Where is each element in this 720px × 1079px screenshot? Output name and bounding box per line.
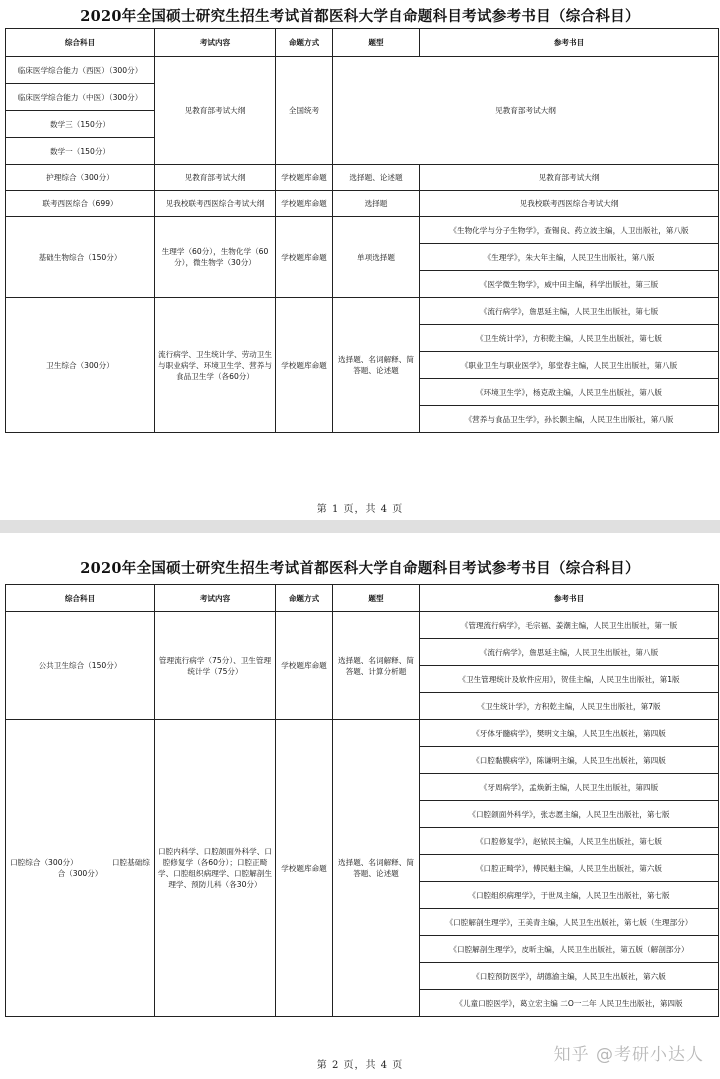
ref-cell: 《卫生管理统计及软件应用》，贺佳主编，人民卫生出版社，第1版 [420,666,719,693]
page-title: 2020年全国硕士研究生招生考试首都医科大学自命题科目考试参考书目（综合科目） [80,8,640,25]
content-cell: 见我校联考西医综合考试大纲 [155,191,276,217]
method-cell: 学校题库命题 [276,720,333,1017]
subject-cell: 临床医学综合能力（西医）（300分） [6,57,155,84]
subject-cell: 基础生物综合（150分） [6,217,155,298]
ref-cell: 《口腔正畸学》，傅民魁主编，人民卫生出版社，第六版 [420,855,719,882]
type-cell: 选择题、名词解释、简答题、论述题 [333,720,420,1017]
ref-cell: 《牙周病学》，孟焕新主编，人民卫生出版社，第四版 [420,774,719,801]
ref-cell: 《口腔黏膜病学》，陈谦明主编，人民卫生出版社，第四版 [420,747,719,774]
exam-table-page-2 [5,584,719,1017]
ref-cell: 《流行病学》，詹思延主编，人民卫生出版社，第七版 [420,298,719,325]
type-cell: 单项选择题 [333,217,420,298]
header-content: 考试内容 [155,585,276,612]
header-row [6,29,719,57]
content-cell: 流行病学、卫生统计学、劳动卫生与职业病学、环境卫生学、营养与食品卫生学（各60分） [155,298,276,433]
type-cell: 选择题、名词解释、简答题、论述题 [333,298,420,433]
method-cell: 学校题库命题 [276,217,333,298]
content-cell: 生理学（60分），生物化学（60分），微生物学（30分） [155,217,276,298]
header-row [6,585,719,612]
method-cell: 全国统考 [276,57,333,165]
document-page-1 [0,0,720,520]
header-subject: 综合科目 [6,29,155,57]
type-cell: 选择题、名词解释、简答题、计算分析题 [333,612,420,720]
method-cell: 学校题库命题 [276,191,333,217]
ref-cell: 《职业卫生与职业医学》，邬堂春主编，人民卫生出版社，第八版 [420,352,719,379]
subject-cell: 联考西医综合（699） [6,191,155,217]
content-cell: 管理流行病学（75分）、卫生管理统计学（75分） [155,612,276,720]
header-refs: 参考书目 [420,29,719,57]
page-gap [0,520,720,533]
ref-cell: 《生物化学与分子生物学》，查锡良、药立波主编，人卫出版社，第八版 [420,217,719,244]
type-cell: 选择题、论述题 [333,165,420,191]
ref-cell: 《卫生统计学》，方积乾主编，人民卫生出版社，第7版 [420,693,719,720]
ref-cell: 《流行病学》，詹思延主编，人民卫生出版社，第八版 [420,639,719,666]
content-cell: 见教育部考试大纲 [155,57,276,165]
method-cell: 学校题库命题 [276,298,333,433]
ref-cell: 《生理学》，朱大年主编，人民卫生出版社，第八版 [420,244,719,271]
subject-cell: 临床医学综合能力（中医）（300分） [6,84,155,111]
ref-cell: 《牙体牙髓病学》，樊明文主编，人民卫生出版社，第四版 [420,720,719,747]
header-refs: 参考书目 [420,585,719,612]
document-page-2 [0,533,720,1079]
page-title: 2020年全国硕士研究生招生考试首都医科大学自命题科目考试参考书目（综合科目） [80,560,640,577]
ref-cell: 《环境卫生学》，杨克敌主编，人民卫生出版社，第八版 [420,379,719,406]
content-cell: 见教育部考试大纲 [155,165,276,191]
header-type: 题型 [333,29,420,57]
ref-cell: 《卫生统计学》，方积乾主编，人民卫生出版社，第七版 [420,325,719,352]
header-type: 题型 [333,585,420,612]
ref-cell: 《口腔预防医学》，胡德渝主编，人民卫生出版社，第六版 [420,963,719,990]
ref-cell: 《儿童口腔医学》，葛立宏主编 二O一二年 人民卫生出版社，第四版 [420,990,719,1017]
method-cell: 学校题库命题 [276,165,333,191]
exam-table-page-1 [5,28,719,433]
ref-cell: 《管理流行病学》，毛宗福、姜潮主编，人民卫生出版社，第一版 [420,612,719,639]
ref-cell: 见教育部考试大纲 [333,57,719,165]
header-method: 命题方式 [276,29,333,57]
page-footer: 第 1 页，共 4 页 [316,504,404,515]
ref-cell: 见我校联考西医综合考试大纲 [420,191,719,217]
ref-cell: 见教育部考试大纲 [420,165,719,191]
watermark: 知乎 @考研小达人 [553,1045,704,1065]
ref-cell: 《口腔颌面外科学》，张志愿主编，人民卫生出版社，第七版 [420,801,719,828]
ref-cell: 《医学微生物学》，威中田主编，科学出版社，第三版 [420,271,719,298]
ref-cell: 《营养与食品卫生学》，孙长颢主编，人民卫生出版社，第八版 [420,406,719,433]
method-cell: 学校题库命题 [276,612,333,720]
subject-cell: 卫生综合（300分） [6,298,155,433]
ref-cell: 《口腔解剖生理学》，皮昕主编，人民卫生出版社，第五版（解剖部分） [420,936,719,963]
ref-cell: 《口腔组织病理学》，于世凤主编，人民卫生出版社，第七版 [420,882,719,909]
subject-cell: 数学三（150分） [6,111,155,138]
subject-cell: 口腔综合（300分） 口腔基础综合（300分） [6,720,155,1017]
subject-cell: 数学一（150分） [6,138,155,165]
ref-cell: 《口腔修复学》，赵铱民主编，人民卫生出版社，第七版 [420,828,719,855]
page-footer: 第 2 页，共 4 页 [316,1060,404,1071]
header-content: 考试内容 [155,29,276,57]
subject-cell: 护理综合（300分） [6,165,155,191]
ref-cell: 《口腔解剖生理学》，王美青主编，人民卫生出版社，第七版（生理部分） [420,909,719,936]
content-cell: 口腔内科学、口腔颌面外科学、口腔修复学（各60分）；口腔正畸学、口腔组织病理学、口腔解剖生理学、预防儿科（各30分） [155,720,276,1017]
header-subject: 综合科目 [6,585,155,612]
subject-cell: 公共卫生综合（150分） [6,612,155,720]
type-cell: 选择题 [333,191,420,217]
header-method: 命题方式 [276,585,333,612]
